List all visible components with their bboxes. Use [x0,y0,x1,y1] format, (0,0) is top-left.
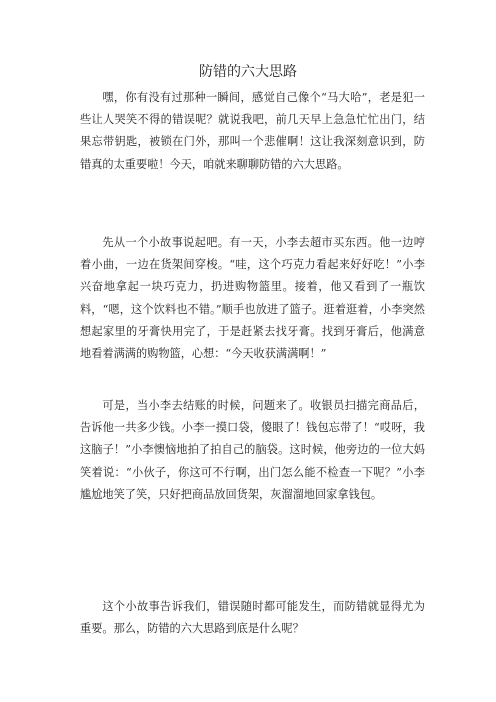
paragraph-story-checkout: 可是，当小李去结账的时候，问题来了。收银员扫描完商品后，告诉他一共多少钱。小李一摸口袋，傻眼了！钱包忘带了！“哎呀，我这脑子！”小李懊恼地拍了拍自己的脑袋。这时候，他旁边的一位大妈笑着说：“小伙子，你这可不行啊，出门怎么能不检查一下呢？”小李尴尬地笑了笑，只好把商品放回货架，灰溜溜地回家拿钱包。 [80,399,425,501]
paragraph-story-start: 先从一个小故事说起吧。有一天，小李去超市买东西。他一边哼着小曲，一边在货架间穿梭。“哇，这个巧克力看起来好好吃！”小李兴奋地拿起一块巧克力，扔进购物篮里。接着，他又看到了一瓶饮料，“嗯，这个饮料也不错。”顺手也放进了篮子。逛着逛着，小李突然想起家里的牙膏快用完了，于是赶紧去找牙膏。找到牙膏后，他满意地看着满满的购物篮，心想：“今天收获满满啊！” [80,236,425,361]
paragraph-intro: 嘿，你有没有过那种一瞬间，感觉自己像个“马大哈”，老是犯一些让人哭笑不得的错误呢？就说我吧，前几天早上急急忙忙出门，结果忘带钥匙，被锁在门外，那叫一个悲催啊！这让我深刻意识到，防错真的太重要啦！今天，咱就来聊聊防错的六大思路。 [80,91,425,171]
paragraph-conclusion: 这个小故事告诉我们，错误随时都可能发生，而防错就显得尤为重要。那么，防错的六大思路到底是什么呢？ [80,600,425,636]
document-title: 防错的六大思路 [199,64,297,80]
